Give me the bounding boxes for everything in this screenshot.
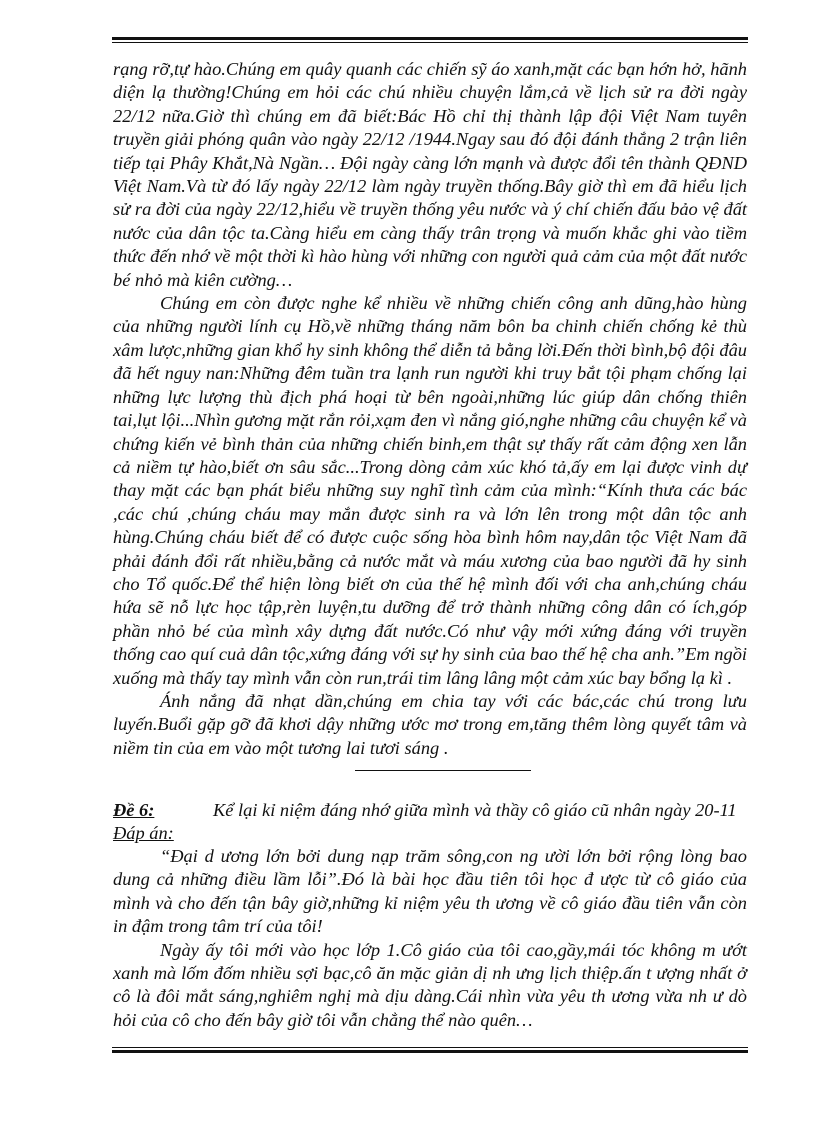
paragraph-5: Ngày ấy tôi mới vào học lớp 1.Cô giáo của tôi cao,gầy,mái tóc không m ướt xanh mà lốm đốm nhiều sợi bạc,cô ăn mặc giản dị nh ưng lịch thiệp.ấn t ượng nhất ở cô là đôi mắt sáng,nghiêm nghị mà dịu dàng.Cái nhìn vừa yêu th ương vừa nh ư dò hỏi của cô cho đến bây giờ tôi vẫn chẳng thể nào quên… — [113, 939, 747, 1030]
essay-text-bottom — [113, 845, 747, 1032]
footer-double-rule — [112, 1047, 748, 1053]
header-double-rule — [112, 37, 748, 43]
paragraph-4: “Đại d ương lớn bởi dung nạp trăm sông,con ng ười lớn bởi rộng lòng bao dung cả những điều lầm lỗi”.Đó là bài học đầu tiên tôi học đ ược từ cô giáo của mình và cho đến tận bây giờ,những kỉ niệm yêu th ương về cô giáo đầu tiên vẫn còn in đậm trong tâm trí của tôi! — [113, 846, 747, 937]
section-separator — [355, 770, 531, 771]
answer-label: Đáp án: — [113, 823, 174, 843]
essay-text-top — [113, 58, 747, 760]
paragraph-2: Chúng em còn được nghe kể nhiều về những chiến công anh dũng,hào hùng của những người lính cụ Hồ,về những tháng năm bôn ba chinh chiến chống kẻ thù xâm lược,những gian khổ hy sinh không thể diễn tả bằng lời.Đến thời bình,bộ đội đâu đã hết nguy nan:Những đêm tuần tra lạnh run người khi truy bắt tội phạm chống lại những lực lượng thù địch phá hoại từ bên ngoài,những lúc giúp dân chống thiên tai,lụt lội...Nhìn gương mặt rắn rỏi,xạm đen vì nắng gió,nghe những câu chuyện kể và chứng kiến vẻ bình thản của những chiến binh,em thật sự thấy rất cảm động xen lẫn cả niềm tự hào,biết ơn sâu sắc...Trong dòng cảm xúc khó tả,ấy em lại được vinh dự thay mặt các bạn phát biểu những suy nghĩ tình cảm của mình:“Kính thưa các bác ,các chú ,chúng cháu may mắn được sinh ra và lớn lên trong một dân tộc anh hùng.Chúng cháu biết để có được cuộc sống hòa bình hôm nay,dân tộc Việt Nam đã phải đánh đổi rất nhiều,bằng cả nước mắt và máu xương của bao người đã hy sinh cho Tổ quốc.Để thể hiện lòng biết ơn của thế hệ mình đối với cha anh,chúng cháu hứa sẽ nỗ lực học tập,rèn luyện,tu dưỡng để trở thành những công dân có ích,góp phần nhỏ bé của mình xây dựng đất nước.Có như vậy mới xứng đáng với truyền thống cao quí cuả dân tộc,xứng đáng với sự hy sinh của bao thế hệ cha anh.”Em ngồi xuống mà thấy tay mình vẫn còn run,trái tim lâng lâng một cảm xúc bay bổng lạ kì . — [113, 293, 747, 688]
section-heading — [113, 799, 753, 822]
paragraph-3: Ánh nắng đã nhạt dần,chúng em chia tay với các bác,các chú trong lưu luyến.Buổi gặp gỡ đã khơi dậy những ước mơ trong em,tăng thêm lòng quyết tâm và niềm tin của em vào một tương lai tươi sáng . — [113, 690, 747, 758]
section-title: Kể lại kỉ niệm đáng nhớ giữa mình và thầy cô giáo cũ nhân ngày 20-11 — [213, 800, 737, 820]
paragraph-1: rạng rỡ,tự hào.Chúng em quây quanh các chiến sỹ áo xanh,mặt các bạn hớn hở, hãnh diện lạ thường!Chúng em hỏi các chú nhiều chuyện lắm,cả về lịch sử ra đời ngày 22/12 nữa.Giờ thì chúng em đã biết:Bác Hồ chỉ thị thành lập đội Việt Nam tuyên truyền giải phóng quân vào ngày 22/12 /1944.Ngay sau đó đội đánh thắng 2 trận liên tiếp tại Phây Khắt,Nà Ngần… Đội ngày càng lớn mạnh và được đổi tên thành QĐND Việt Nam.Và từ đó lấy ngày 22/12 làm ngày truyền thống.Bây giờ thì em đã hiểu lịch sử ra đời của ngày 22/12,hiểu về truyền thống yêu nước và ý chí chiến đấu bảo vệ đất nước của dân tộc ta.Càng hiểu em càng thấy trân trọng và muốn khắc ghi vào tiềm thức đến nhớ về một thời kì hào hùng với những con người quả cảm của một đất nước bé nhỏ mà kiên cường… — [113, 59, 747, 290]
section-label: Đề 6: — [113, 800, 155, 820]
